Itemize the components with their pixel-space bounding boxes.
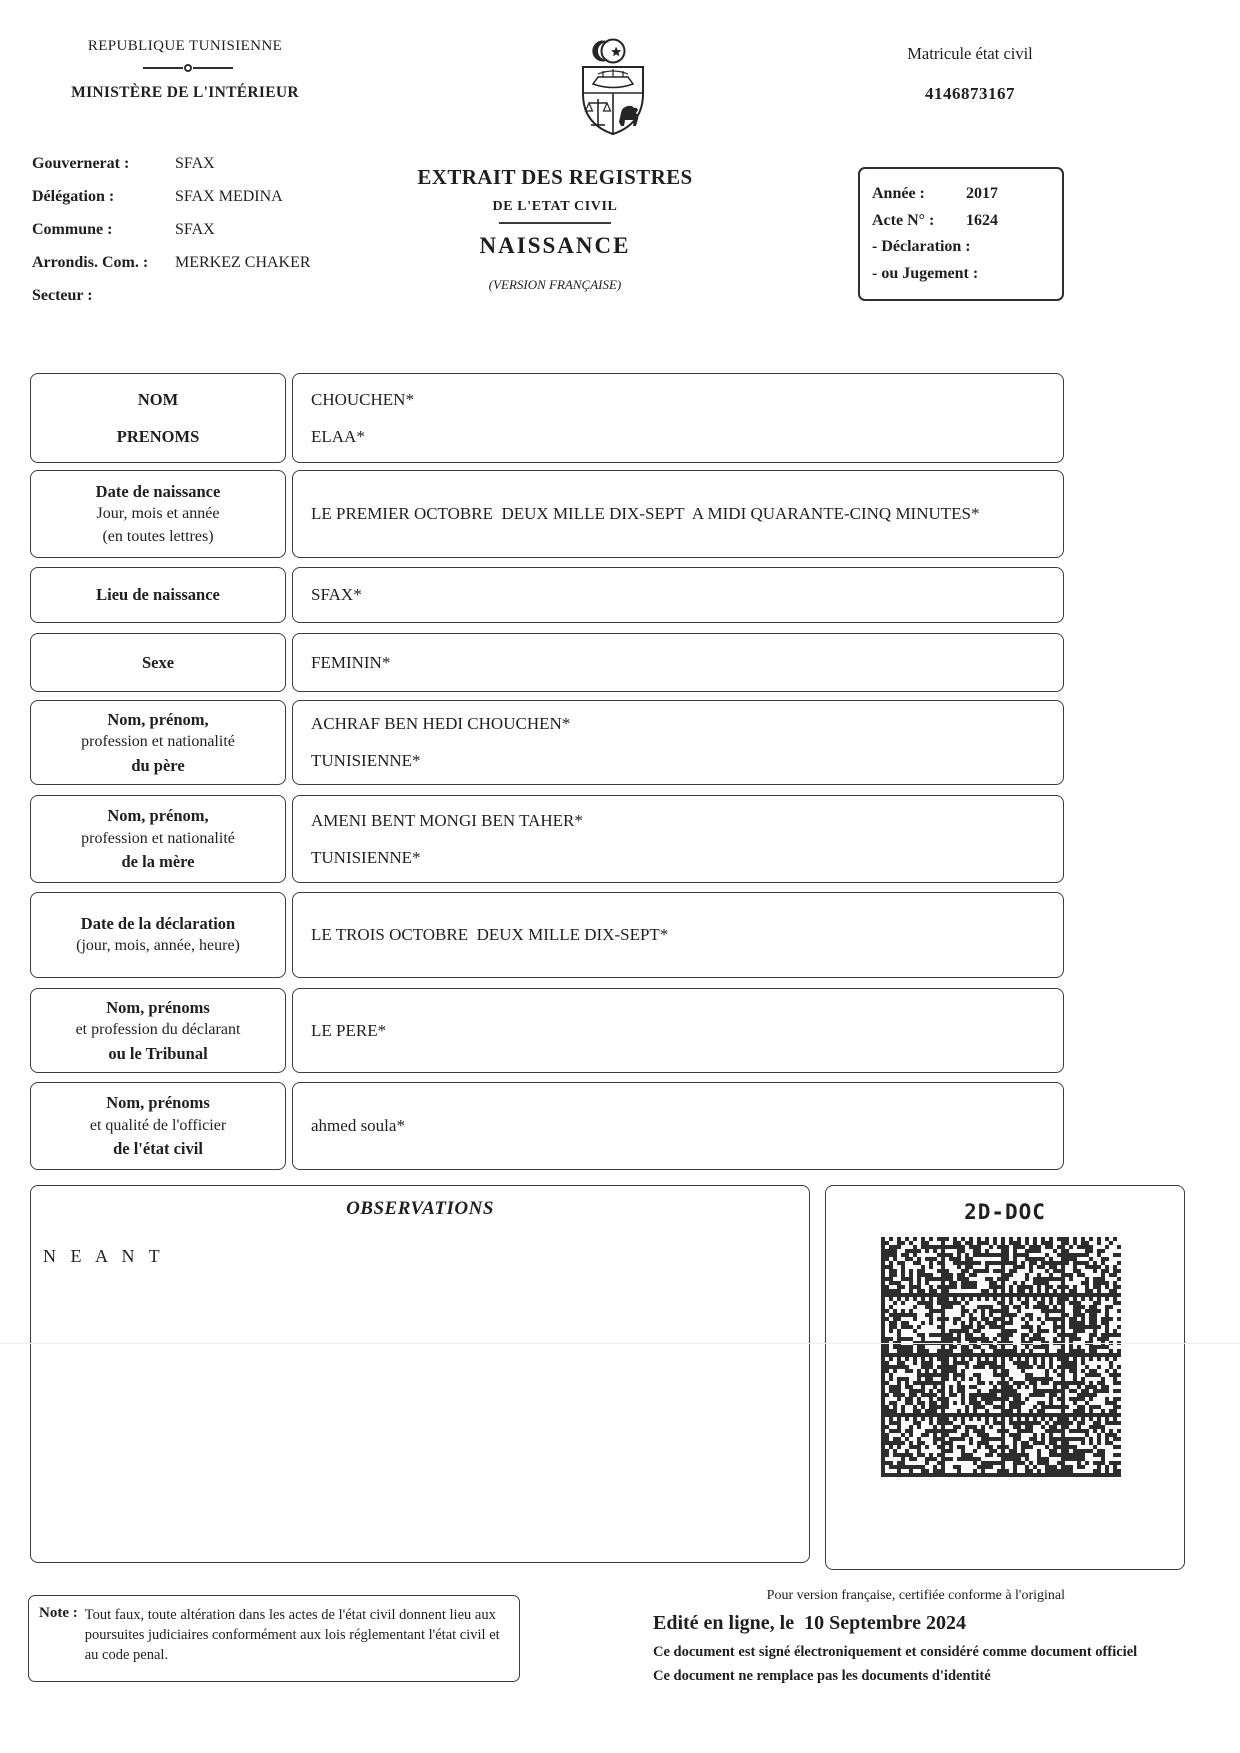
acte-declaration-row — [872, 238, 1050, 256]
observations-content: N E A N T — [43, 1246, 165, 1266]
acte-info-box — [858, 167, 1064, 301]
region-row-commune — [32, 221, 372, 245]
record-value — [292, 373, 1064, 463]
matricule-label: Matricule état civil — [907, 44, 1033, 63]
acte-number-label: Acte N° : — [872, 211, 935, 229]
label-line: Nom, prénoms — [106, 997, 210, 1017]
record-label — [30, 470, 286, 558]
title-civil-state: DE L'ETAT CIVIL — [492, 199, 618, 214]
label-line: de la mère — [121, 852, 195, 872]
record-label — [30, 988, 286, 1073]
record-row-birth-date — [30, 470, 1064, 558]
label-line: Lieu de naissance — [96, 585, 220, 605]
note-text: Tout faux, toute altération dans les actes de l'état civil donnent lieu aux poursuites judiciaires conformément aux lois réglementant l'état civil et au code penal. — [84, 1607, 500, 1663]
value-line: ahmed soula* — [311, 1116, 405, 1135]
legal-note-box — [28, 1595, 520, 1682]
title-registry: EXTRAIT DES REGISTRES — [417, 165, 693, 189]
acte-year-value: 2017 — [966, 184, 998, 202]
value-line: ACHRAF BEN HEDI CHOUCHEN* — [311, 714, 571, 733]
record-label — [30, 892, 286, 978]
record-value — [292, 567, 1064, 623]
label-line: de l'état civil — [113, 1139, 203, 1159]
label-line: Sexe — [141, 652, 175, 672]
region-label: Secteur : — [32, 287, 93, 304]
record-label — [30, 1082, 286, 1170]
label-line: PRENOMS — [116, 427, 200, 446]
record-label — [30, 795, 286, 883]
ornament-bar-left — [143, 67, 183, 69]
value-line: LE PERE* — [311, 1020, 387, 1040]
value-line: LE TROIS OCTOBRE DEUX MILLE DIX-SEPT* — [311, 925, 669, 944]
footer-issued-line: Edité en ligne, le 10 Septembre 2024 — [653, 1612, 966, 1634]
footer-signed-line: Ce document est signé électroniquement et considéré comme document officiel — [653, 1644, 1138, 1660]
label-line: NOM — [137, 389, 179, 409]
record-value — [292, 470, 1064, 558]
acte-judgment-row — [872, 265, 1050, 283]
record-row-declarant — [30, 988, 1064, 1073]
value-line: SFAX* — [311, 585, 362, 604]
title-version: (VERSION FRANÇAISE) — [488, 277, 622, 292]
value-line: CHOUCHEN* — [311, 389, 414, 409]
label-line: et profession du déclarant — [75, 1021, 241, 1039]
ornament-circle — [184, 64, 192, 72]
scan-fold-line — [0, 1343, 1240, 1344]
label-line: (jour, mois, année, heure) — [76, 937, 240, 955]
value-line: LE PREMIER OCTOBRE DEUX MILLE DIX-SEPT A MIDI QUARANTE-CINQ MINUTES* — [311, 504, 980, 523]
record-label — [30, 633, 286, 692]
label-line: Nom, prénom, — [107, 806, 209, 826]
record-row-mother — [30, 795, 1064, 883]
acte-declaration-label: - Déclaration : — [872, 238, 971, 256]
ministry-title: MINISTÈRE DE L'INTÉRIEUR — [71, 84, 299, 101]
acte-number-value: 1624 — [966, 211, 998, 229]
acte-year-label: Année : — [872, 184, 925, 202]
region-label: Délégation : — [32, 188, 115, 205]
label-line: et qualité de l'officier — [89, 1116, 227, 1134]
region-row-gouvernerat — [32, 155, 372, 179]
value-line: TUNISIENNE* — [311, 847, 421, 867]
value-line: TUNISIENNE* — [311, 751, 421, 770]
value-line: AMENI BENT MONGI BEN TAHER* — [311, 810, 583, 830]
ornament-divider — [138, 64, 238, 72]
acte-number-row — [872, 212, 1050, 230]
observations-box — [30, 1185, 810, 1563]
footer-identity-line: Ce document ne remplace pas les documents d'identité — [653, 1668, 991, 1684]
record-value — [292, 633, 1064, 692]
label-line: du père — [131, 755, 185, 775]
record-label — [30, 567, 286, 623]
region-row-arrondissement — [32, 254, 372, 278]
record-value — [292, 988, 1064, 1073]
label-line: Nom, prénom, — [107, 709, 209, 729]
region-label: Gouvernerat : — [32, 155, 130, 172]
record-row-father — [30, 700, 1064, 785]
record-label — [30, 700, 286, 785]
label-line: ou le Tribunal — [108, 1043, 208, 1063]
region-value: SFAX — [175, 155, 215, 172]
record-row-declaration-date — [30, 892, 1064, 978]
value-line: ELAA* — [311, 426, 365, 446]
record-label — [30, 373, 286, 463]
record-value — [292, 1082, 1064, 1170]
record-row-sex — [30, 633, 1064, 692]
region-label: Commune : — [32, 221, 113, 238]
tunisia-coat-of-arms-icon — [578, 38, 648, 143]
title-act-type: NAISSANCE — [479, 233, 631, 258]
record-row-birth-place — [30, 567, 1064, 623]
label-line: Date de naissance — [95, 481, 221, 501]
matricule-value: 4146873167 — [925, 84, 1015, 103]
label-line: (en toutes lettres) — [102, 527, 214, 545]
label-line: Date de la déclaration — [80, 913, 236, 933]
datamatrix-barcode — [881, 1237, 1121, 1477]
record-value — [292, 795, 1064, 883]
record-row-civil-officer — [30, 1082, 1064, 1170]
footer-certified-line: Pour version française, certifiée conforme à l'original — [766, 1588, 1065, 1603]
region-row-secteur — [32, 287, 372, 311]
region-label: Arrondis. Com. : — [32, 254, 149, 271]
observations-title: OBSERVATIONS — [346, 1198, 494, 1219]
acte-judgment-label: - ou Jugement : — [872, 265, 979, 283]
note-label: Note : — [39, 1605, 78, 1621]
region-value: MERKEZ CHAKER — [175, 254, 311, 271]
label-line: profession et nationalité — [81, 733, 235, 751]
label-line: profession et nationalité — [81, 829, 235, 847]
ornament-bar-right — [193, 67, 233, 69]
region-value: SFAX MEDINA — [175, 188, 283, 205]
value-line: FEMININ* — [311, 652, 391, 672]
region-value: SFAX — [175, 221, 215, 238]
label-line: Jour, mois et année — [96, 504, 220, 522]
record-value — [292, 700, 1064, 785]
title-underline — [499, 222, 611, 224]
qr-panel-label: 2D-DOC — [964, 1200, 1046, 1224]
record-value — [292, 892, 1064, 978]
label-line: Nom, prénoms — [106, 1093, 210, 1113]
republic-title: REPUBLIQUE TUNISIENNE — [87, 38, 283, 54]
region-row-delegation — [32, 188, 372, 212]
record-row-name — [30, 373, 1064, 463]
acte-year-row — [872, 185, 1050, 203]
